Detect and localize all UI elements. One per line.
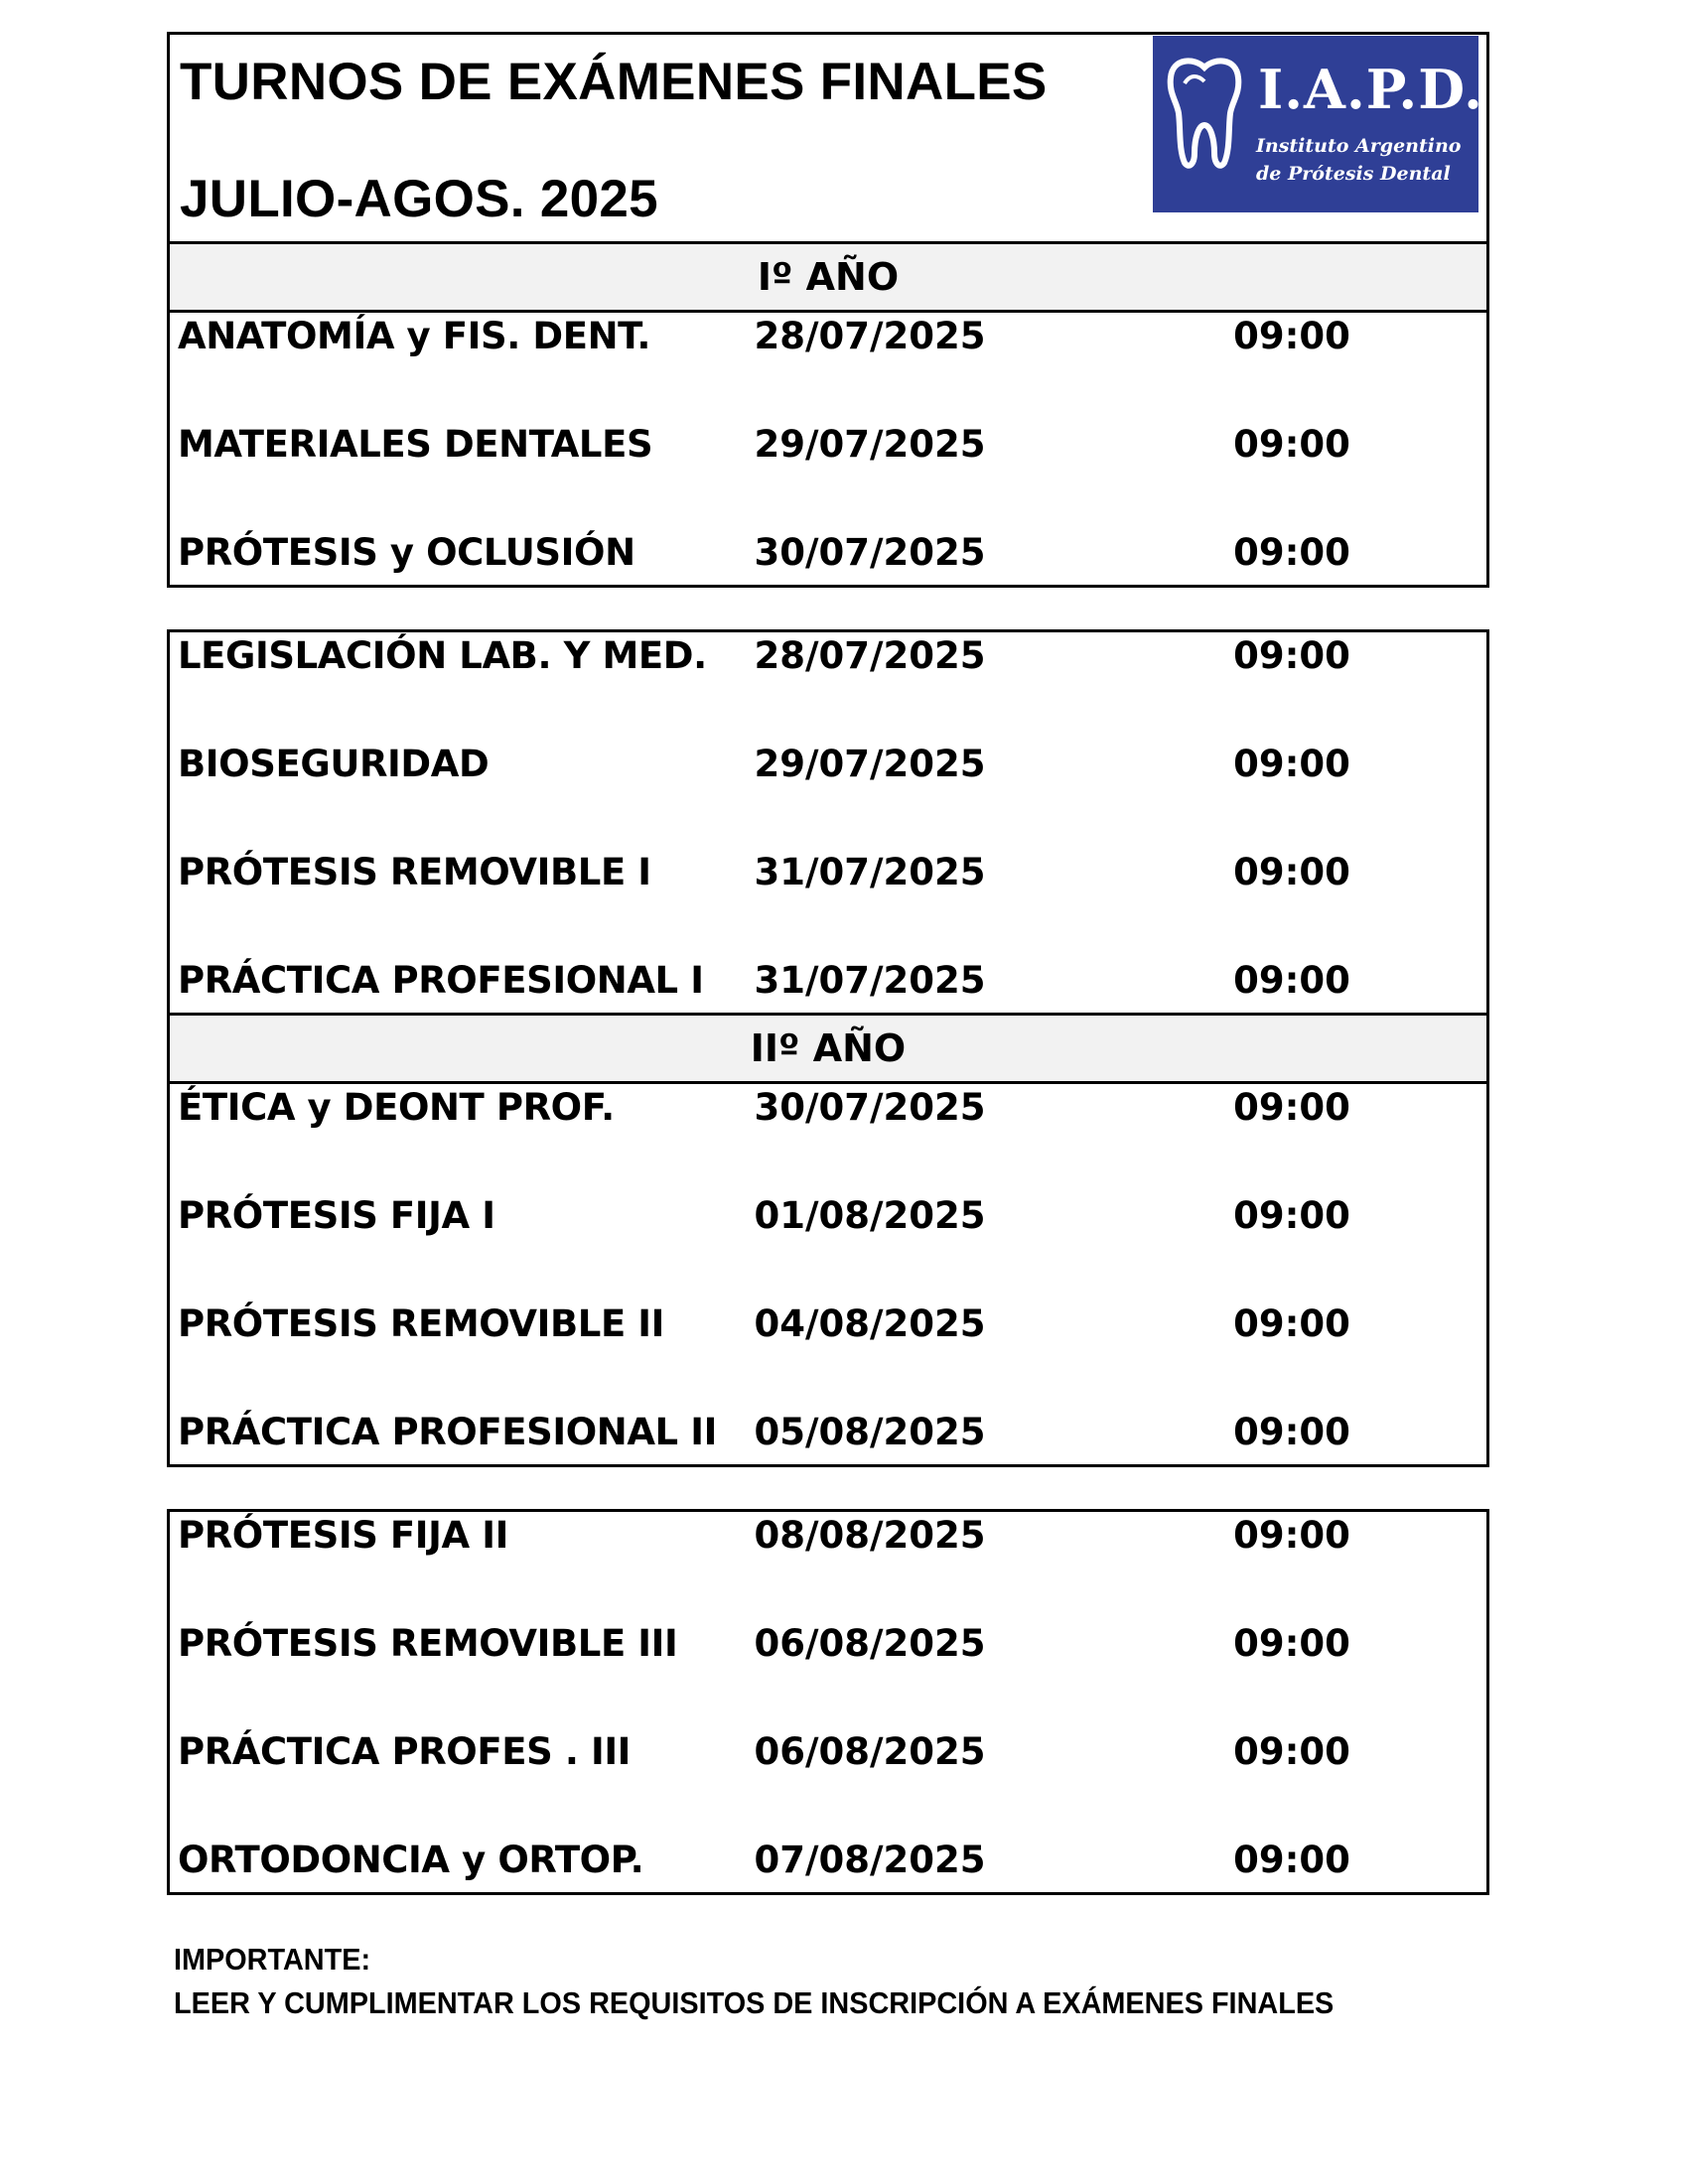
subject-name: PRÓTESIS FIJA I bbox=[178, 1194, 495, 1237]
exam-time: 09:00 bbox=[1233, 743, 1350, 785]
schedule-box-3 bbox=[167, 1509, 1489, 1895]
table-row bbox=[170, 1192, 1486, 1300]
subject-name: PRÓTESIS REMOVIBLE II bbox=[178, 1302, 665, 1345]
page-title: TURNOS DE EXÁMENES FINALES bbox=[180, 53, 1048, 111]
page-subtitle: JULIO-AGOS. 2025 bbox=[180, 170, 658, 228]
exam-time: 09:00 bbox=[1233, 1086, 1350, 1129]
exam-group-1 bbox=[170, 313, 1486, 585]
table-row bbox=[170, 1837, 1486, 1892]
exam-time: 09:00 bbox=[1233, 1839, 1350, 1881]
exam-date: 31/07/2025 bbox=[754, 959, 986, 1002]
subject-name: LEGISLACIÓN LAB. Y MED. bbox=[178, 634, 707, 677]
important-notes bbox=[174, 1938, 1334, 2025]
exam-date: 07/08/2025 bbox=[754, 1839, 986, 1881]
table-row bbox=[170, 1300, 1486, 1409]
schedule-box-2 bbox=[167, 629, 1489, 1467]
table-row bbox=[170, 849, 1486, 957]
subject-name: PRÁCTICA PROFESIONAL II bbox=[178, 1411, 717, 1453]
document-header bbox=[170, 35, 1486, 241]
exam-date: 28/07/2025 bbox=[754, 315, 986, 357]
logo-line-1: Instituto Argentino bbox=[1256, 135, 1462, 157]
schedule-box-1 bbox=[167, 32, 1489, 588]
year-heading-2: IIº AÑO bbox=[170, 1013, 1486, 1084]
subject-name: PRÓTESIS y OCLUSIÓN bbox=[178, 531, 635, 574]
exam-date: 29/07/2025 bbox=[754, 423, 986, 466]
exam-date: 01/08/2025 bbox=[754, 1194, 986, 1237]
subject-name: ORTODONCIA y ORTOP. bbox=[178, 1839, 644, 1881]
exam-date: 29/07/2025 bbox=[754, 743, 986, 785]
exam-time: 09:00 bbox=[1233, 423, 1350, 466]
table-row bbox=[170, 1620, 1486, 1728]
tooth-icon bbox=[1165, 54, 1244, 173]
subject-name: ANATOMÍA y FIS. DENT. bbox=[178, 315, 651, 357]
table-row bbox=[170, 1512, 1486, 1620]
exam-group-3 bbox=[170, 1084, 1486, 1464]
exam-time: 09:00 bbox=[1233, 959, 1350, 1002]
subject-name: PRÓTESIS REMOVIBLE III bbox=[178, 1622, 678, 1665]
logo-abbreviation: I.A.P.D. bbox=[1258, 58, 1483, 121]
exam-date: 05/08/2025 bbox=[754, 1411, 986, 1453]
table-row bbox=[170, 1084, 1486, 1192]
table-row bbox=[170, 529, 1486, 585]
subject-name: PRÓTESIS FIJA II bbox=[178, 1514, 508, 1557]
table-row bbox=[170, 313, 1486, 421]
exam-time: 09:00 bbox=[1233, 1194, 1350, 1237]
exam-date: 30/07/2025 bbox=[754, 1086, 986, 1129]
exam-time: 09:00 bbox=[1233, 1411, 1350, 1453]
table-row bbox=[170, 632, 1486, 741]
notes-heading: IMPORTANTE: bbox=[174, 1942, 371, 1977]
exam-group-2 bbox=[170, 632, 1486, 1013]
exam-date: 28/07/2025 bbox=[754, 634, 986, 677]
exam-date: 08/08/2025 bbox=[754, 1514, 986, 1557]
table-row bbox=[170, 1409, 1486, 1464]
exam-time: 09:00 bbox=[1233, 531, 1350, 574]
exam-time: 09:00 bbox=[1233, 1730, 1350, 1773]
logo-line-2: de Prótesis Dental bbox=[1256, 163, 1451, 185]
exam-time: 09:00 bbox=[1233, 1514, 1350, 1557]
institute-logo bbox=[1153, 36, 1483, 212]
exam-time: 09:00 bbox=[1233, 315, 1350, 357]
table-row bbox=[170, 957, 1486, 1013]
exam-time: 09:00 bbox=[1233, 1622, 1350, 1665]
exam-time: 09:00 bbox=[1233, 634, 1350, 677]
exam-group-4 bbox=[170, 1512, 1486, 1892]
exam-date: 04/08/2025 bbox=[754, 1302, 986, 1345]
exam-date: 31/07/2025 bbox=[754, 851, 986, 893]
exam-schedule bbox=[167, 32, 1489, 1895]
subject-name: PRÁCTICA PROFESIONAL I bbox=[178, 959, 704, 1002]
exam-date: 30/07/2025 bbox=[754, 531, 986, 574]
notes-text: LEER Y CUMPLIMENTAR LOS REQUISITOS DE INSCRIPCIÓN A EXÁMENES FINALES bbox=[174, 1985, 1335, 2020]
subject-name: PRÁCTICA PROFES . III bbox=[178, 1730, 632, 1773]
table-row bbox=[170, 741, 1486, 849]
exam-date: 06/08/2025 bbox=[754, 1730, 986, 1773]
subject-name: MATERIALES DENTALES bbox=[178, 423, 653, 466]
exam-date: 06/08/2025 bbox=[754, 1622, 986, 1665]
table-row bbox=[170, 421, 1486, 529]
year-heading-1: Iº AÑO bbox=[170, 241, 1486, 313]
exam-time: 09:00 bbox=[1233, 851, 1350, 893]
subject-name: PRÓTESIS REMOVIBLE I bbox=[178, 851, 651, 893]
exam-time: 09:00 bbox=[1233, 1302, 1350, 1345]
subject-name: ÉTICA y DEONT PROF. bbox=[178, 1086, 615, 1129]
table-row bbox=[170, 1728, 1486, 1837]
subject-name: BIOSEGURIDAD bbox=[178, 743, 490, 785]
